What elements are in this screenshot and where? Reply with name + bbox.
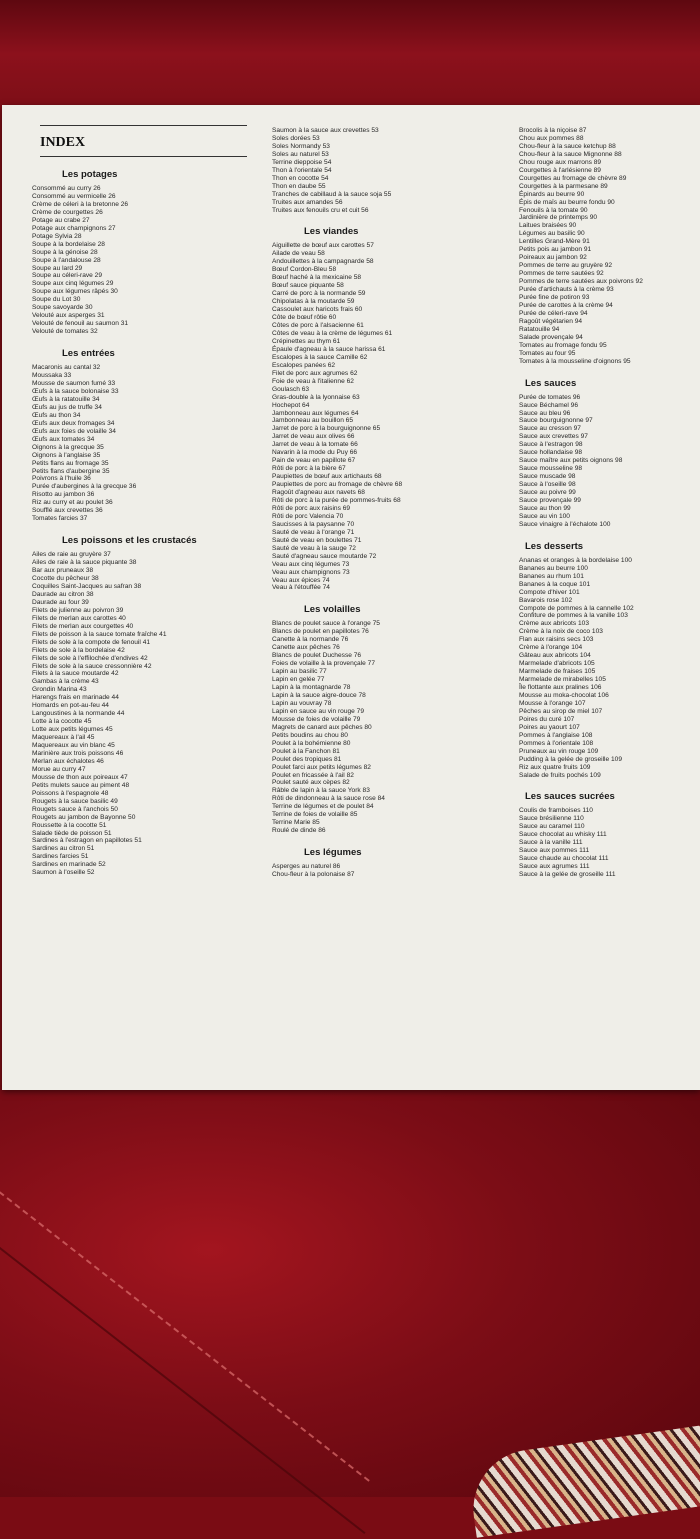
index-section [32, 348, 247, 523]
recipe-entry: Crème à la noix de coco 103 [519, 628, 603, 636]
recipe-entry: Petits mulets sauce au piment 48 [32, 781, 130, 789]
recipe-entry: Pudding à la gelée de groseille 109 [519, 755, 623, 763]
recipe-entry: Œufs au thon 34 [32, 411, 81, 419]
recipe-entry: Thon en cocotte 54 [272, 174, 329, 182]
index-section [519, 541, 700, 780]
recipe-entry: Purée de carottes à la crème 94 [519, 301, 613, 309]
recipe-entry: Mousse de thon aux poireaux 47 [32, 773, 128, 781]
recipe-entry: Mousse au moka-chocolat 106 [519, 692, 609, 699]
recipe-entry: Chou-fleur à la sauce Mignonne 88 [519, 150, 622, 158]
recipe-entry: Rôti de porc Valencia 70 [272, 512, 344, 520]
recipe-entry: Velouté de tomates 32 [32, 328, 98, 336]
section-title: Les entrées [62, 348, 115, 360]
recipe-entry: Ananas et oranges à la bordelaise 100 [519, 556, 632, 564]
recipe-entry: Sardines farcies 51 [32, 853, 89, 861]
recipe-entry: Jambonneau aux légumes 64 [272, 409, 359, 417]
recipe-entry: Salade de fruits pochés 109 [519, 771, 601, 779]
recipe-entry: Jarret de veau à la tomate 66 [272, 441, 358, 449]
recipe-entry: Épinards au beurre 90 [519, 190, 585, 198]
recipe-entry: Sauté de veau en boulettes 71 [272, 536, 362, 544]
recipe-entry: Thon à l'orientale 54 [272, 166, 332, 174]
index-page [2, 105, 700, 1090]
recipe-entry: Jarret de veau aux olives 66 [272, 433, 355, 441]
recipe-list [519, 127, 700, 366]
recipe-entry: Pommes à l'anglaise 108 [519, 731, 593, 739]
recipe-entry: Petits flans d'aubergine 35 [32, 467, 110, 475]
recipe-entry: Morue au curry 47 [32, 765, 86, 773]
recipe-entry: Sauce au cresson 97 [519, 425, 581, 433]
recipe-entry: Roussette à la cocotte 51 [32, 821, 107, 829]
recipe-entry: Sauce à la vanille 111 [519, 839, 583, 847]
recipe-entry: Petits flans au fromage 35 [32, 459, 109, 467]
recipe-entry: Bananes au beurre 100 [519, 564, 588, 572]
recipe-entry: Marmelade d'abricots 105 [519, 660, 595, 668]
index-header [32, 125, 247, 151]
recipe-entry: Coquilles Saint-Jacques au safran 38 [32, 582, 142, 590]
recipe-entry: Velouté de fenouil au saumon 31 [32, 320, 129, 328]
recipe-list [32, 185, 247, 336]
recipe-entry: Aiguillette de bœuf aux carottes 57 [272, 242, 374, 250]
recipe-entry: Légumes au basilic 90 [519, 230, 585, 238]
recipe-entry: Purée de céleri-rave 94 [519, 309, 588, 317]
recipe-list [519, 807, 700, 879]
recipe-entry: Bœuf sauce piquante 58 [272, 282, 344, 290]
recipe-entry: Foies de volaille à la provençale 77 [272, 660, 375, 668]
index-section [272, 226, 497, 592]
recipe-entry: Sauce aux crevettes 97 [519, 433, 588, 441]
recipe-entry: Gras-double à la lyonnaise 63 [272, 393, 360, 401]
recipe-entry: Sauce à la gelée de groseille 111 [519, 871, 616, 879]
recipe-entry: Poulet des tropiques 81 [272, 755, 342, 763]
recipe-entry: Riz au curry et au poulet 36 [32, 499, 113, 507]
recipe-entry: Chou rouge aux marrons 89 [519, 158, 602, 166]
recipe-entry: Asperges au naturel 86 [272, 863, 341, 871]
recipe-entry: Flan aux raisins secs 103 [519, 636, 594, 644]
recipe-entry: Saucisses à la paysanne 70 [272, 520, 355, 528]
section-title: Les volailles [304, 604, 361, 616]
recipe-entry: Soupe aux légumes râpés 30 [32, 288, 118, 296]
recipe-entry: Blancs de poulet en papillotes 76 [272, 628, 369, 636]
recipe-entry: Lentilles Grand-Mère 91 [519, 238, 590, 246]
recipe-entry: Terrine dieppoise 54 [272, 158, 332, 166]
recipe-entry: Tomates farcies 37 [32, 515, 88, 523]
recipe-entry: Veau à l'étouffée 74 [272, 584, 330, 592]
recipe-entry: Sauce au caramel 110 [519, 823, 585, 831]
recipe-entry: Courgettes au fromage de chèvre 89 [519, 174, 627, 182]
recipe-entry: Consommé au curry 26 [32, 185, 101, 192]
recipe-entry: Marmelade de fraises 105 [519, 668, 596, 676]
recipe-entry: Veau aux cinq légumes 73 [272, 560, 350, 568]
recipe-entry: Macaronis au cantal 32 [32, 364, 101, 372]
recipe-entry: Canette à la normande 76 [272, 636, 349, 644]
recipe-entry: Rougets sauce à l'anchois 50 [32, 805, 118, 813]
section-title: Les sauces sucrées [525, 791, 615, 803]
recipe-list [519, 394, 700, 529]
recipe-entry: Sauce chaude au chocolat 111 [519, 855, 609, 863]
background-fabric-bottom [0, 1085, 700, 1497]
header-rule-bottom [40, 156, 247, 157]
recipe-entry: Jardinière de printemps 90 [519, 214, 598, 222]
recipe-entry: Foie de veau à l'italienne 62 [272, 377, 354, 385]
recipe-list [272, 242, 497, 592]
recipe-entry: Escalopes à la sauce Camille 62 [272, 353, 368, 361]
recipe-entry: Rôti de dindonneau à la sauce rose 84 [272, 795, 385, 803]
recipe-entry: Blancs de poulet sauce à l'orange 75 [272, 620, 380, 628]
recipe-entry: Œufs à la ratatouille 34 [32, 395, 100, 403]
recipe-entry: Sauce hollandaise 98 [519, 449, 583, 457]
index-section [32, 535, 247, 877]
recipe-entry: Sauté de veau à la sauge 72 [272, 544, 356, 552]
recipe-entry: Crème à l'orange 104 [519, 644, 583, 652]
index-section [519, 127, 700, 366]
index-column-3 [519, 127, 700, 891]
recipe-entry: Compote d'hiver 101 [519, 588, 580, 596]
recipe-entry: Oignons à l'anglaise 35 [32, 451, 101, 459]
recipe-entry: Filets de sole à l'effilochée d'endives 42 [32, 654, 148, 662]
recipe-entry: Lapin à la montagnarde 78 [272, 684, 351, 692]
recipe-entry: Œufs aux deux fromages 34 [32, 419, 115, 427]
header-rule-top [40, 125, 247, 126]
recipe-entry: Paupiettes de porc au fromage de chèvre 68 [272, 481, 403, 489]
recipe-entry: Sauce brésilienne 110 [519, 815, 584, 823]
recipe-entry: Filets de sole à la compote de fenouil 41 [32, 638, 151, 646]
recipe-entry: Jarret de porc à la bourguignonne 65 [272, 425, 381, 433]
recipe-entry: Gambas à la crème 43 [32, 678, 99, 686]
section-title: Les sauces [525, 377, 577, 389]
recipe-entry: Salade tiède de poisson 51 [32, 829, 112, 837]
recipe-entry: Œufs aux tomates 34 [32, 435, 95, 443]
recipe-entry: Sauce à l'oseille 98 [519, 481, 576, 489]
recipe-entry: Soupe à la bordelaise 28 [32, 240, 105, 248]
recipe-entry: Rougets au jambon de Bayonne 50 [32, 813, 136, 821]
recipe-entry: Sauce à l'estragon 98 [519, 441, 583, 449]
recipe-entry: Confiture de pommes à la vanille 103 [519, 612, 628, 620]
recipe-list [519, 557, 700, 780]
recipe-entry: Bavarois rose 102 [519, 596, 573, 604]
recipe-entry: Gâteau aux abricots 104 [519, 652, 591, 660]
recipe-entry: Tomates à la mousseline d'oignons 95 [519, 357, 631, 365]
recipe-entry: Langoustines à la normande 44 [32, 710, 125, 718]
background-fabric-top [0, 0, 700, 120]
recipe-entry: Ratatouille 94 [519, 325, 560, 333]
recipe-entry: Potage au crabe 27 [32, 216, 90, 224]
recipe-entry: Veau aux épices 74 [272, 576, 330, 584]
recipe-entry: Soupe au lard 29 [32, 264, 83, 272]
recipe-entry: Andouillettes à la campagnarde 58 [272, 258, 374, 266]
recipe-entry: Cassoulet aux haricots frais 60 [272, 306, 363, 314]
recipe-entry: Maquereaux à l'ail 45 [32, 734, 95, 742]
recipe-entry: Terrine de foies de volaille 85 [272, 811, 358, 819]
recipe-entry: Petits pois au jambon 91 [519, 246, 592, 254]
recipe-entry: Poireaux au jambon 92 [519, 254, 587, 262]
recipe-entry: Petits boudins au chou 80 [272, 731, 348, 739]
recipe-entry: Riz aux quatre fruits 109 [519, 763, 591, 771]
recipe-entry: Ragoût d'agneau aux navets 68 [272, 489, 365, 497]
recipe-entry: Roulé de dinde 86 [272, 827, 326, 835]
recipe-entry: Pommes de terre sautées 92 [519, 270, 604, 278]
recipe-entry: Crème de courgettes 26 [32, 208, 103, 216]
recipe-entry: Pain de veau en papillote 67 [272, 457, 356, 465]
recipe-entry: Sauce maître aux petits oignons 98 [519, 457, 623, 465]
recipe-entry: Tomates au fromage fondu 95 [519, 341, 607, 349]
recipe-entry: Moussaka 33 [32, 372, 72, 380]
recipe-entry: Marinière aux trois poissons 46 [32, 750, 124, 757]
recipe-entry: Courgettes à la parmesane 89 [519, 182, 608, 190]
recipe-entry: Brocolis à la niçoise 87 [519, 127, 587, 134]
recipe-entry: Truites aux amandes 56 [272, 198, 343, 206]
recipe-entry: Daurade au citron 38 [32, 590, 94, 598]
recipe-entry: Sauce Béchamel 96 [519, 401, 579, 409]
recipe-entry: Daurade au four 39 [32, 598, 89, 606]
recipe-list [272, 863, 497, 879]
recipe-entry: Mousse à l'orange 107 [519, 699, 586, 707]
recipe-entry: Sauce au thon 99 [519, 504, 571, 512]
recipe-entry: Sauce au bleu 96 [519, 409, 571, 417]
recipe-entry: Sardines à l'estragon en papillotes 51 [32, 837, 142, 845]
index-section [519, 378, 700, 529]
recipe-entry: Sauce bourguignonne 97 [519, 417, 593, 425]
recipe-entry: Râble de lapin à la sauce York 83 [272, 787, 370, 795]
recipe-entry: Thon en daube 55 [272, 182, 326, 190]
recipe-entry: Côtes de veau à la crème de légumes 61 [272, 329, 393, 337]
recipe-entry: Rôti de porc à la purée de pommes-fruits 68 [272, 496, 401, 504]
recipe-entry: Sauce au vin 100 [519, 512, 570, 520]
recipe-entry: Oignons à la grecque 35 [32, 443, 104, 451]
recipe-entry: Cocotte du pêcheur 38 [32, 575, 99, 583]
recipe-entry: Magrets de canard aux pêches 80 [272, 723, 372, 731]
index-column-1 [32, 125, 247, 889]
recipe-entry: Laitues braisées 90 [519, 222, 577, 230]
recipe-entry: Soupe aux cinq légumes 29 [32, 280, 114, 288]
recipe-entry: Sauce aux agrumes 111 [519, 863, 590, 871]
recipe-entry: Soupe au céleri-rave 29 [32, 272, 103, 280]
recipe-entry: Purée fine de potiron 93 [519, 294, 590, 302]
recipe-entry: Poulet sauté aux cèpes 82 [272, 779, 350, 787]
recipe-entry: Lotte aux petits légumes 45 [32, 726, 113, 734]
recipe-entry: Côte de bœuf rôtie 60 [272, 314, 337, 322]
recipe-entry: Filets de julienne au poivron 39 [32, 606, 124, 614]
recipe-entry: Ailes de raie au gruyère 37 [32, 551, 111, 559]
recipe-entry: Lapin en sauce au vin rouge 79 [272, 707, 365, 715]
recipe-entry: Sauce muscade 98 [519, 473, 576, 481]
recipe-entry: Bœuf haché à la mexicaine 58 [272, 274, 362, 282]
recipe-entry: Lapin au basilic 77 [272, 668, 327, 676]
recipe-entry: Potage aux champignons 27 [32, 224, 116, 232]
recipe-entry: Saumon à l'oseille 52 [32, 869, 95, 877]
recipe-entry: Tomates au four 95 [519, 349, 576, 357]
recipe-entry: Fenouils à la tomate 90 [519, 206, 588, 214]
recipe-entry: Épaule d'agneau à la sauce harissa 61 [272, 345, 386, 353]
recipe-entry: Terrine Marie 85 [272, 819, 320, 827]
recipe-list [272, 620, 497, 835]
recipe-entry: Sauté de veau à l'orange 71 [272, 528, 355, 536]
recipe-entry: Harengs frais en marinade 44 [32, 694, 119, 702]
recipe-entry: Pommes de terre sautées aux poivrons 92 [519, 278, 643, 286]
recipe-entry: Truites aux fenouils cru et cuit 56 [272, 206, 369, 214]
recipe-list [32, 364, 247, 523]
recipe-entry: Rôti de porc aux raisins 69 [272, 504, 351, 512]
recipe-entry: Sauce provençale 99 [519, 496, 581, 504]
recipe-entry: Bananes au rhum 101 [519, 572, 584, 580]
recipe-entry: Rougets à la sauce basilic 49 [32, 797, 118, 805]
recipe-entry: Soles Normandy 53 [272, 142, 330, 150]
recipe-entry: Poulet en fricassée à l'ail 82 [272, 771, 354, 779]
recipe-entry: Pommes à l'orientale 108 [519, 739, 594, 747]
section-title: Les desserts [525, 540, 584, 552]
recipe-entry: Sauce au poivre 99 [519, 489, 576, 497]
recipe-list [272, 127, 497, 214]
recipe-entry: Soupe savoyarde 30 [32, 304, 93, 312]
recipe-entry: Lapin au vouvray 78 [272, 699, 332, 707]
recipe-entry: Sauce vinaigre à l'échalote 100 [519, 520, 611, 528]
recipe-entry: Hochepot 64 [272, 401, 310, 409]
section-title: Les viandes [304, 226, 359, 238]
recipe-entry: Purée de tomates 96 [519, 393, 581, 401]
recipe-entry: Soupe du Lot 30 [32, 296, 81, 304]
recipe-entry: Navarin à la mode du Puy 66 [272, 449, 358, 457]
recipe-entry: Soles dorées 53 [272, 134, 320, 142]
recipe-entry: Compote de pommes à la cannelle 102 [519, 604, 634, 612]
recipe-entry: Filets de poisson à la sauce tomate fraîche 41 [32, 630, 167, 638]
recipe-entry: Sardines au citron 51 [32, 845, 95, 853]
recipe-entry: Poissons à l'espagnole 48 [32, 789, 109, 797]
recipe-entry: Crème aux abricots 103 [519, 620, 590, 628]
recipe-entry: Ragoût végétarien 94 [519, 317, 583, 325]
recipe-entry: Crépinettes au thym 61 [272, 337, 341, 345]
recipe-entry: Filets de merlan aux carottes 40 [32, 614, 126, 622]
recipe-entry: Purée d'aubergines à la grecque 36 [32, 483, 137, 491]
recipe-entry: Filets de sole à la sauce cressonnière 42 [32, 662, 152, 670]
recipe-entry: Saumon à la sauce aux crevettes 53 [272, 127, 379, 134]
recipe-entry: Sardines en marinade 52 [32, 861, 106, 869]
recipe-entry: Lapin en gelée 77 [272, 676, 325, 684]
recipe-entry: Merlan aux échalotes 46 [32, 757, 104, 765]
recipe-entry: Canette aux pêches 76 [272, 644, 340, 652]
recipe-entry: Pommes de terre au gruyère 92 [519, 262, 613, 270]
recipe-entry: Purée d'artichauts à la crème 93 [519, 286, 614, 294]
recipe-entry: Côtes de porc à l'alsacienne 61 [272, 322, 364, 330]
recipe-entry: Chou aux pommes 88 [519, 134, 584, 142]
recipe-entry: Filet de porc aux agrumes 62 [272, 369, 358, 377]
index-section [272, 127, 497, 214]
recipe-entry: Soufflé aux crevettes 36 [32, 507, 103, 515]
recipe-entry: Chipolatas à la moutarde 59 [272, 298, 355, 306]
recipe-entry: Pêches au sirop de miel 107 [519, 707, 603, 715]
recipe-entry: Sauté d'agneau sauce moutarde 72 [272, 552, 377, 560]
recipe-entry: Grondin Marina 43 [32, 686, 87, 694]
recipe-entry: Mousse de foies de volaille 79 [272, 715, 361, 723]
recipe-entry: Chou-fleur à la sauce ketchup 88 [519, 142, 616, 150]
recipe-entry: Bœuf Cordon-Bleu 58 [272, 266, 337, 274]
recipe-entry: Ailade de veau 58 [272, 250, 325, 258]
recipe-list [32, 551, 247, 877]
recipe-entry: Œufs à la sauce bolonaise 33 [32, 387, 119, 395]
index-section [272, 604, 497, 835]
recipe-entry: Soupe à l'andalouse 28 [32, 256, 101, 264]
recipe-entry: Paupiettes de bœuf aux artichauts 68 [272, 473, 382, 481]
recipe-entry: Escalopes panées 62 [272, 361, 336, 369]
index-section [272, 847, 497, 879]
recipe-entry: Chou-fleur à la polonaise 87 [272, 871, 355, 879]
section-title: Les poissons et les crustacés [62, 535, 197, 547]
recipe-entry: Veau aux champignons 73 [272, 568, 350, 576]
recipe-entry: Épis de maïs au beurre fondu 90 [519, 198, 615, 206]
recipe-entry: Bar aux pruneaux 38 [32, 567, 94, 575]
recipe-entry: Jambonneau au bouillon 65 [272, 417, 354, 425]
recipe-entry: Coulis de framboises 110 [519, 807, 593, 815]
recipe-entry: Sauce aux pommes 111 [519, 847, 590, 855]
recipe-entry: Sauce mousseline 98 [519, 465, 583, 473]
recipe-entry: Poulet farci aux petits légumes 82 [272, 763, 371, 771]
recipe-entry: Consommé au vermicelle 26 [32, 192, 116, 200]
recipe-entry: Pruneaux au vin rouge 109 [519, 747, 599, 755]
recipe-entry: Blancs de poulet Duchesse 76 [272, 652, 362, 660]
recipe-entry: Carré de porc à la normande 59 [272, 290, 366, 298]
recipe-entry: Velouté aux asperges 31 [32, 312, 105, 320]
recipe-entry: Poivrons à l'huile 36 [32, 475, 91, 483]
recipe-entry: Lapin à la sauce aigre-douce 78 [272, 692, 366, 699]
recipe-entry: Sauce chocolat au whisky 111 [519, 831, 607, 839]
recipe-entry: Tranches de cabillaud à la sauce soja 55 [272, 190, 392, 198]
recipe-entry: Potage Sylvia 28 [32, 232, 82, 240]
index-title: INDEX [40, 135, 86, 150]
recipe-entry: Île flottante aux pralines 106 [519, 684, 602, 692]
recipe-entry: Filets de sole à la bordelaise 42 [32, 646, 125, 654]
recipe-entry: Goulasch 63 [272, 385, 310, 393]
recipe-entry: Poulet à la bohémienne 80 [272, 739, 351, 747]
recipe-entry: Filets de merlan aux courgettes 40 [32, 622, 134, 630]
recipe-entry: Risotto au jambon 36 [32, 491, 95, 499]
recipe-entry: Terrine de légumes et de poulet 84 [272, 803, 374, 811]
recipe-entry: Poires du curé 107 [519, 715, 575, 723]
recipe-entry: Salade provençale 94 [519, 333, 583, 341]
recipe-entry: Maquereaux au vin blanc 45 [32, 742, 115, 750]
recipe-entry: Bananes à la coque 101 [519, 580, 591, 588]
index-column-2 [272, 127, 497, 891]
recipe-entry: Poulet à la Fanchon 81 [272, 747, 340, 755]
recipe-entry: Soles au naturel 53 [272, 150, 329, 158]
recipe-entry: Homards en pot-au-feu 44 [32, 702, 109, 710]
recipe-entry: Courgettes à l'arlésienne 89 [519, 166, 601, 174]
section-title: Les potages [62, 169, 118, 180]
recipe-entry: Œufs aux foies de volaille 34 [32, 427, 116, 435]
recipe-entry: Poires au yaourt 107 [519, 723, 580, 731]
recipe-entry: Soupe à la génoise 28 [32, 248, 98, 256]
recipe-entry: Lotte à la cocotte 45 [32, 718, 92, 726]
recipe-entry: Œufs au jus de truffe 34 [32, 403, 102, 411]
index-section [32, 169, 247, 336]
recipe-entry: Marmelade de mirabelles 105 [519, 676, 606, 684]
section-title: Les légumes [304, 847, 362, 859]
recipe-entry: Mousse de saumon fumé 33 [32, 380, 116, 388]
recipe-entry: Rôti de porc à la bière 67 [272, 465, 346, 473]
recipe-entry: Crème de céleri à la bretonne 26 [32, 200, 129, 208]
index-section [519, 791, 700, 879]
recipe-entry: Ailes de raie à la sauce piquante 38 [32, 559, 137, 567]
recipe-entry: Filets à la sauce moutarde 42 [32, 670, 119, 678]
